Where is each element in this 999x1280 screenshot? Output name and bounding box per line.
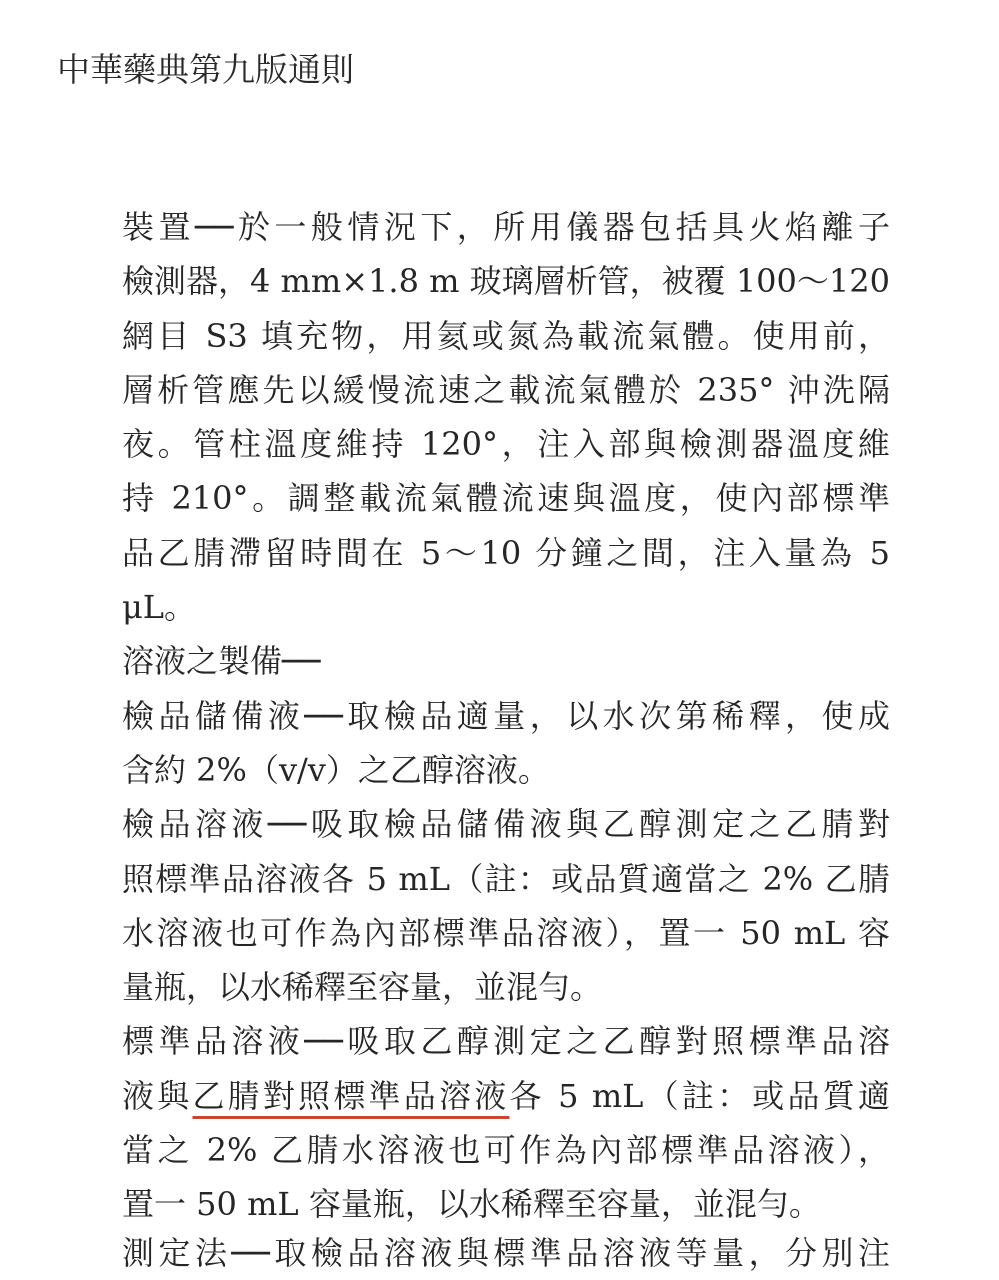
page-header: 中華藥典第九版通則 [57, 50, 354, 89]
paragraph-apparatus [122, 200, 890, 634]
text-line: 量瓶，以水稀釋至容量，並混勻。 [122, 968, 603, 1007]
text-line: 檢測器，4 mm×1.8 m 玻璃層析管，被覆 100～120 [122, 262, 890, 301]
text-line [122, 1069, 890, 1123]
text-line: 檢品溶液──吸取檢品儲備液與乙醇測定之乙腈對 [122, 805, 890, 844]
text-line: 當之 2% 乙腈水溶液也可作為內部標準品溶液）， [122, 1131, 890, 1170]
text-line: 網目 S3 填充物，用氦或氮為載流氣體。使用前， [122, 316, 890, 355]
text-line: 置一 50 mL 容量瓶，以水稀釋至容量，並混勻。 [122, 1185, 821, 1224]
text-line: μL。 [122, 588, 197, 627]
underlined-highlight: 乙腈對照標準品溶液 [192, 1076, 510, 1115]
text-line: 標準品溶液──吸取乙醇測定之乙醇對照標準品溶 [122, 1022, 890, 1061]
text-line: 含約 2%（v/v）之乙醇溶液。 [122, 750, 550, 789]
document-body [122, 200, 890, 1232]
section-heading: 溶液之製備── [122, 642, 321, 681]
cutoff-text-line: 測定法──取檢品溶液與標準品溶液等量，分別注 [122, 1234, 890, 1272]
paragraph-standard-solution [122, 1014, 890, 1231]
paragraph-solution-preparation [122, 634, 890, 688]
text-line: 水溶液也可作為內部標準品溶液），置一 50 mL 容 [122, 913, 890, 952]
text-line: 持 210°。調整載流氣體流速與溫度，使內部標準 [122, 479, 890, 518]
text-line: 裝置──於一般情況下，所用儀器包括具火焰離子 [122, 208, 890, 246]
text-line: 品乙腈滯留時間在 5～10 分鐘之間，注入量為 5 [122, 533, 890, 572]
text-segment: 各 5 mL（註：或品質適 [509, 1076, 890, 1115]
text-line: 夜。管柱溫度維持 120°，注入部與檢測器溫度維 [122, 425, 890, 464]
text-line: 照標準品溶液各 5 mL（註：或品質適當之 2% 乙腈 [122, 859, 890, 898]
text-segment: 液與 [122, 1076, 193, 1115]
text-line: 層析管應先以緩慢流速之載流氣體於 235° 沖洗隔 [122, 370, 890, 409]
paragraph-sample-stock [122, 689, 890, 798]
text-line: 檢品儲備液──取檢品適量，以水次第稀釋，使成 [122, 696, 890, 735]
paragraph-sample-solution [122, 797, 890, 1014]
